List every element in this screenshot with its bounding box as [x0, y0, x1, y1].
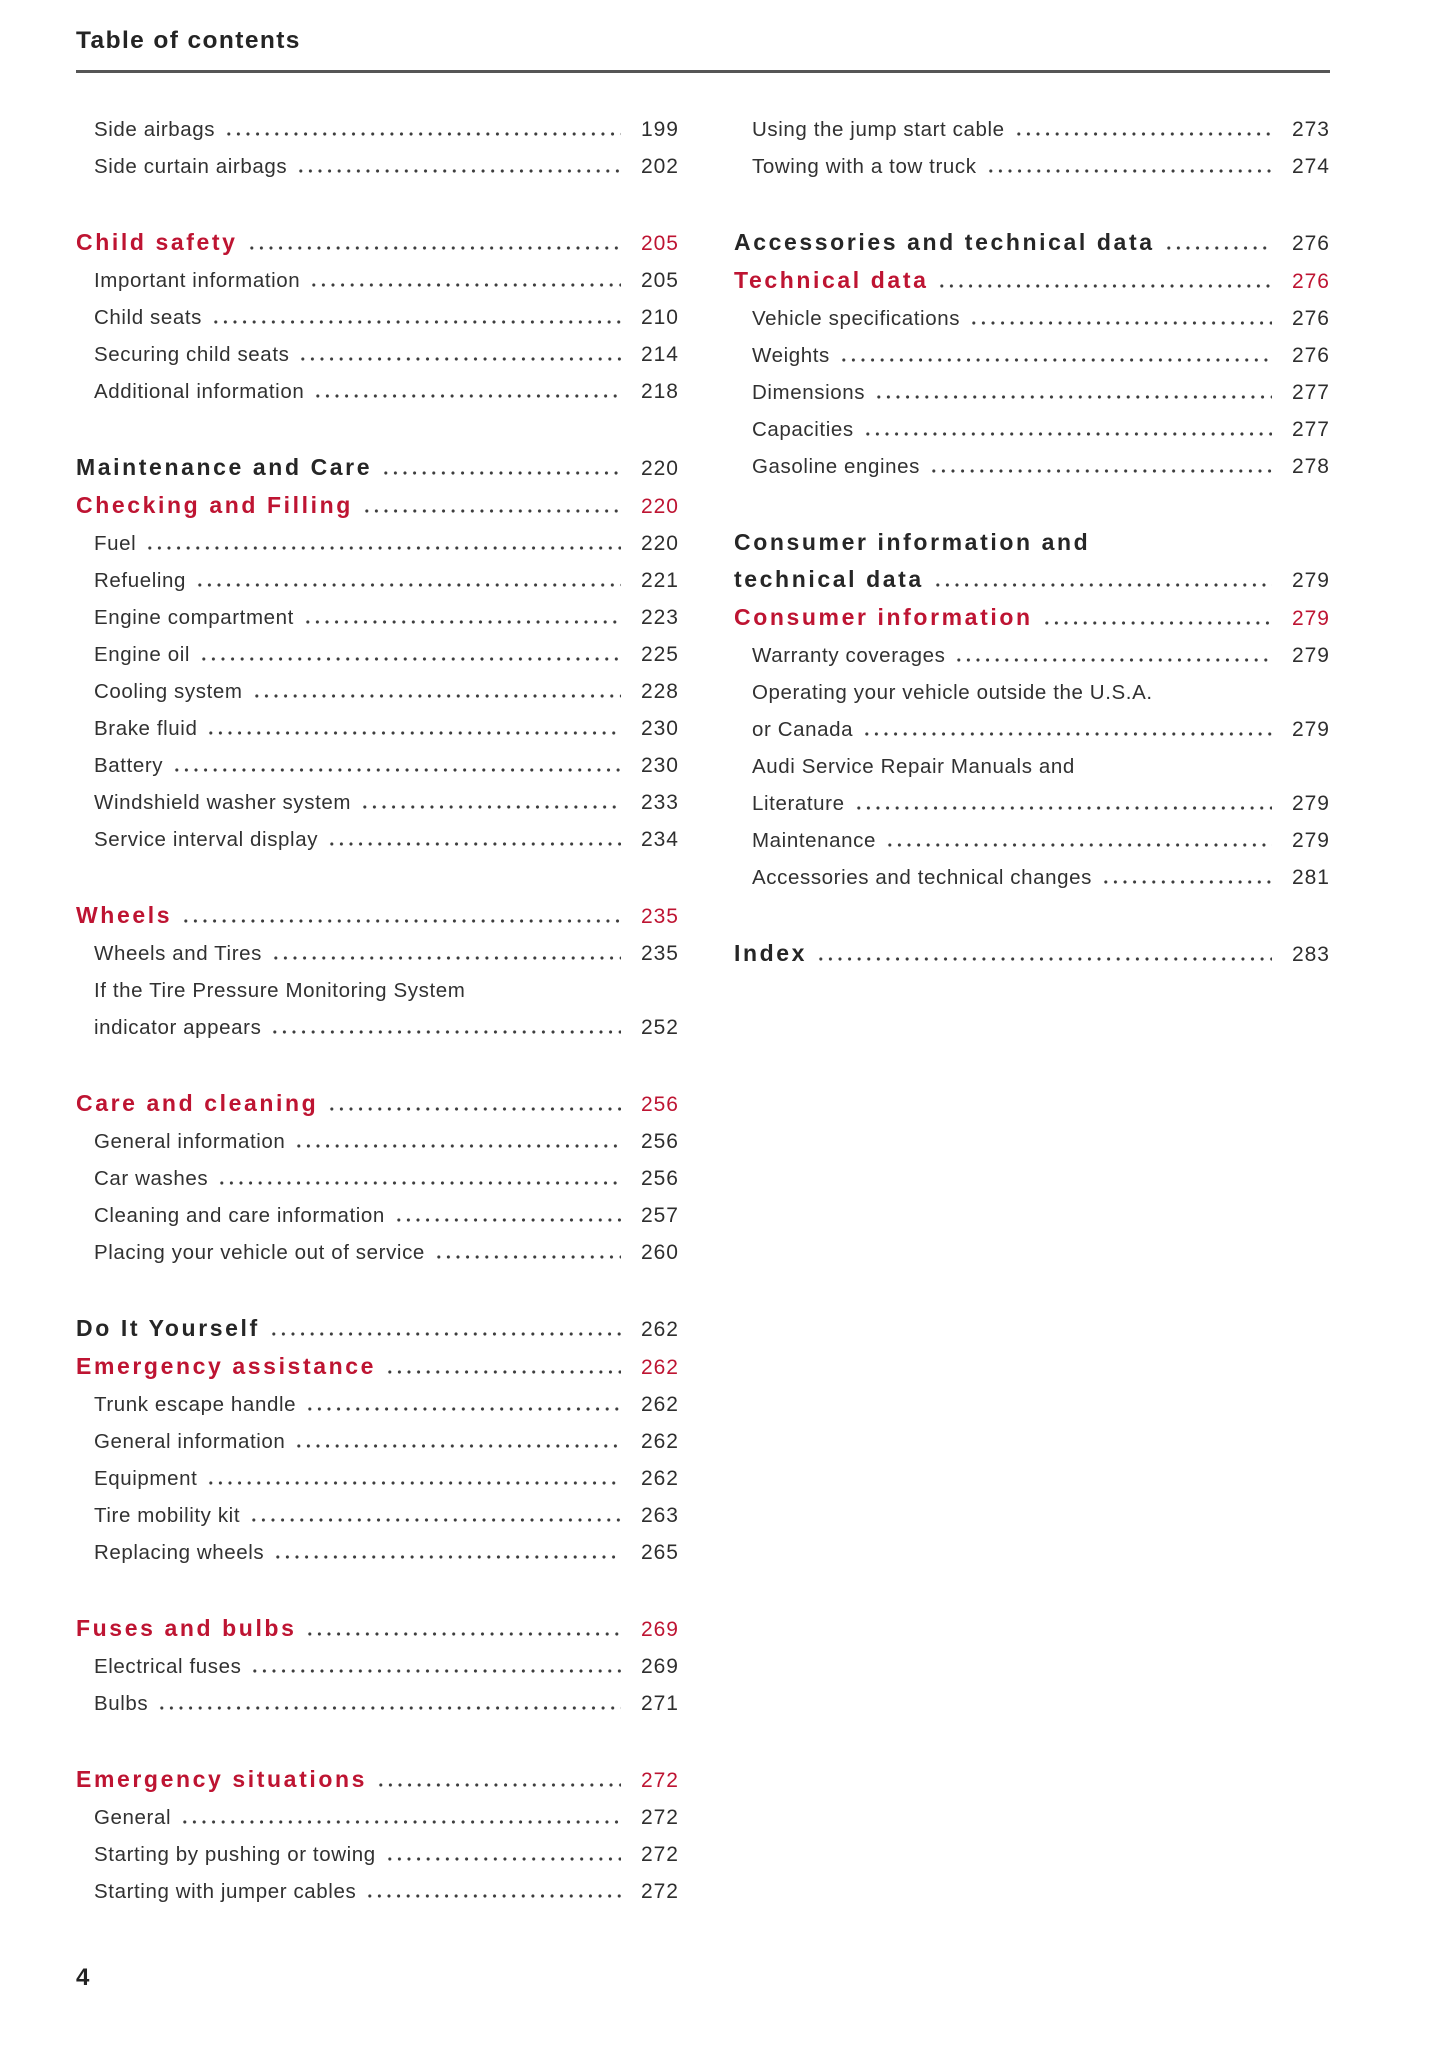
toc-section-heading — [76, 897, 679, 935]
page-title: Table of contents — [76, 27, 301, 54]
dot-leader — [206, 1460, 621, 1497]
toc-entry — [76, 747, 679, 784]
toc-entry — [734, 822, 1330, 859]
dot-leader — [224, 111, 621, 148]
dot-leader — [249, 1497, 621, 1534]
toc-page-number: 279 — [1291, 792, 1330, 815]
toc-page-number: 272 — [640, 1880, 679, 1903]
toc-page-number: 218 — [640, 380, 679, 403]
toc-entry — [76, 111, 679, 148]
toc-page-number: 276 — [1291, 307, 1330, 330]
dot-leader — [180, 1799, 621, 1836]
dot-leader — [376, 1761, 621, 1799]
toc-page-number: 260 — [640, 1241, 679, 1264]
dot-leader — [874, 374, 1272, 411]
dot-leader — [385, 1836, 621, 1873]
toc-page-number: 257 — [640, 1204, 679, 1227]
toc-chapter-heading-label: Accessories and technical data — [734, 229, 1155, 255]
toc-entry — [734, 711, 1330, 748]
dot-leader — [1042, 599, 1272, 637]
dot-leader — [217, 1160, 621, 1197]
dot-leader — [385, 1348, 621, 1386]
toc-entry — [76, 1497, 679, 1534]
toc-entry-label: Electrical fuses — [94, 1655, 242, 1678]
dot-leader — [986, 148, 1272, 185]
dot-leader — [1101, 859, 1272, 896]
dot-leader — [839, 337, 1272, 374]
toc-section-group — [76, 1761, 679, 1910]
dot-leader — [954, 637, 1272, 674]
toc-page-number: 256 — [640, 1167, 679, 1190]
toc-page-number: 263 — [640, 1504, 679, 1527]
toc-page-number: 262 — [640, 1430, 679, 1453]
toc-entry-label: General — [94, 1806, 172, 1829]
dot-leader — [206, 710, 621, 747]
dot-leader — [271, 935, 621, 972]
toc-chapter-heading — [734, 561, 1330, 599]
dot-leader — [365, 1873, 621, 1910]
toc-entry-label: Gasoline engines — [752, 455, 921, 478]
dot-leader — [303, 599, 621, 636]
toc-entry-label: Warranty coverages — [752, 644, 946, 667]
dot-leader — [1014, 111, 1272, 148]
toc-section-heading-label: Care and cleaning — [76, 1090, 319, 1116]
toc-page-number: 220 — [640, 495, 679, 518]
toc-section-heading-label: Checking and Filling — [76, 492, 353, 518]
toc-page-number: 273 — [1291, 118, 1330, 141]
toc-page-number: 279 — [1291, 644, 1330, 667]
toc-entry-label: Bulbs — [94, 1692, 149, 1715]
toc-entry-label: Refueling — [94, 569, 187, 592]
toc-section-heading — [734, 599, 1330, 637]
toc-chapter-heading — [76, 1310, 679, 1348]
toc-entry-label: Using the jump start cable — [752, 118, 1005, 141]
toc-section-heading — [76, 1085, 679, 1123]
toc-entry-label: Battery — [94, 754, 164, 777]
toc-section-heading-label: Consumer information — [734, 604, 1033, 630]
toc-section-group — [76, 111, 679, 185]
toc-column-left — [76, 111, 679, 1910]
dot-leader — [269, 1310, 621, 1348]
toc-page-number: 272 — [640, 1769, 679, 1792]
toc-entry — [734, 148, 1330, 185]
toc-entry — [76, 1648, 679, 1685]
toc-entry — [76, 373, 679, 410]
toc-section-group — [76, 449, 679, 858]
toc-page-number: 199 — [640, 118, 679, 141]
toc-section-group — [76, 224, 679, 410]
toc-entry-label: Equipment — [94, 1467, 198, 1490]
dot-leader — [157, 1685, 621, 1722]
toc-entry-label: Literature — [752, 792, 845, 815]
toc-section-heading-label: Wheels — [76, 902, 173, 928]
toc-column-right — [734, 111, 1330, 973]
toc-section-group — [734, 224, 1330, 485]
toc-page-number: 220 — [640, 457, 679, 480]
dot-leader — [296, 148, 621, 185]
toc-page-number: 235 — [640, 905, 679, 928]
toc-entry — [734, 374, 1330, 411]
toc-entry-label: Starting with jumper cables — [94, 1880, 357, 1903]
toc-entry — [76, 710, 679, 747]
dot-leader — [933, 561, 1272, 599]
toc-chapter-heading — [734, 524, 1330, 561]
toc-page-number: 256 — [640, 1130, 679, 1153]
dot-leader — [211, 299, 621, 336]
toc-section-group — [734, 524, 1330, 896]
dot-leader — [362, 487, 621, 525]
toc-entry — [76, 525, 679, 562]
toc-page-number: 262 — [640, 1356, 679, 1379]
toc-entry-label: Accessories and technical changes — [752, 866, 1093, 889]
toc-entry — [734, 337, 1330, 374]
toc-page-number: 277 — [1291, 418, 1330, 441]
toc-entry-label: Trunk escape handle — [94, 1393, 297, 1416]
toc-page-number: 230 — [640, 717, 679, 740]
toc-page-number: 277 — [1291, 381, 1330, 404]
toc-entry — [76, 784, 679, 821]
toc-entry-label: Engine compartment — [94, 606, 294, 629]
dot-leader — [394, 1197, 621, 1234]
toc-page-number: 235 — [640, 942, 679, 965]
dot-leader — [270, 1009, 621, 1046]
toc-entry — [76, 673, 679, 710]
dot-leader — [313, 373, 621, 410]
toc-page-number: 279 — [1291, 718, 1330, 741]
toc-entry — [76, 1009, 679, 1046]
toc-columns — [76, 111, 1330, 1910]
toc-entry-label: Important information — [94, 269, 301, 292]
toc-section-group — [734, 935, 1330, 973]
toc-entry — [734, 448, 1330, 485]
toc-entry-label: Operating your vehicle outside the U.S.A. — [752, 681, 1153, 704]
toc-page-number: 214 — [640, 343, 679, 366]
toc-entry-label: Tire mobility kit — [94, 1504, 241, 1527]
toc-page-number: 271 — [640, 1692, 679, 1715]
dot-leader — [294, 1423, 621, 1460]
toc-section-heading — [76, 1348, 679, 1386]
toc-entry-label: Service interval display — [94, 828, 319, 851]
header-divider — [76, 70, 1330, 73]
toc-entry-label: Windshield washer system — [94, 791, 352, 814]
toc-entry — [76, 1234, 679, 1271]
toc-section-group — [76, 897, 679, 1046]
toc-page-number: 279 — [1291, 607, 1330, 630]
toc-entry-label: Side airbags — [94, 118, 216, 141]
toc-entry — [76, 972, 679, 1009]
dot-leader — [854, 785, 1272, 822]
toc-page-number: 274 — [1291, 155, 1330, 178]
toc-page-number: 230 — [640, 754, 679, 777]
toc-entry-label: Audi Service Repair Manuals and — [752, 755, 1075, 778]
toc-section-heading — [76, 1761, 679, 1799]
dot-leader — [250, 1648, 621, 1685]
dot-leader — [327, 821, 621, 858]
toc-entry — [76, 1423, 679, 1460]
dot-leader — [862, 711, 1272, 748]
toc-chapter-heading — [734, 224, 1330, 262]
toc-section-heading-label: Technical data — [734, 267, 929, 293]
toc-page-number: 256 — [640, 1093, 679, 1116]
dot-leader — [181, 897, 621, 935]
toc-entry — [76, 1799, 679, 1836]
toc-entry-label: Towing with a tow truck — [752, 155, 977, 178]
toc-entry-label: Securing child seats — [94, 343, 290, 366]
toc-chapter-heading-label: Do It Yourself — [76, 1315, 260, 1341]
toc-page-number: 205 — [640, 232, 679, 255]
dot-leader — [273, 1534, 621, 1571]
toc-page-number: 228 — [640, 680, 679, 703]
toc-page-number: 262 — [640, 1467, 679, 1490]
toc-section-group — [734, 111, 1330, 185]
toc-entry-label: General information — [94, 1130, 286, 1153]
toc-entry-label: Wheels and Tires — [94, 942, 262, 965]
toc-entry-label: Engine oil — [94, 643, 191, 666]
toc-entry — [734, 748, 1330, 785]
toc-page-number: 278 — [1291, 455, 1330, 478]
dot-leader — [305, 1610, 621, 1648]
toc-page-number: 269 — [640, 1618, 679, 1641]
toc-section-heading — [76, 487, 679, 525]
toc-page-number: 272 — [640, 1806, 679, 1829]
toc-entry — [76, 1836, 679, 1873]
dot-leader — [1164, 224, 1272, 262]
toc-entry — [76, 599, 679, 636]
toc-section-group — [76, 1310, 679, 1571]
dot-leader — [305, 1386, 621, 1423]
toc-page-number: 272 — [640, 1843, 679, 1866]
dot-leader — [929, 448, 1272, 485]
toc-entry — [76, 821, 679, 858]
dot-leader — [381, 449, 621, 487]
toc-page-number: 269 — [640, 1655, 679, 1678]
toc-chapter-heading — [734, 935, 1330, 973]
toc-entry — [76, 1685, 679, 1722]
toc-entry-label: Side curtain airbags — [94, 155, 288, 178]
toc-page-number: 233 — [640, 791, 679, 814]
toc-entry-label: Dimensions — [752, 381, 866, 404]
toc-section-heading — [76, 224, 679, 262]
toc-page-number: 252 — [640, 1016, 679, 1039]
dot-leader — [969, 300, 1272, 337]
toc-page-number: 223 — [640, 606, 679, 629]
toc-page-number: 262 — [640, 1393, 679, 1416]
toc-entry-label: Cleaning and care information — [94, 1204, 385, 1227]
toc-entry — [76, 336, 679, 373]
dot-leader — [816, 935, 1272, 973]
toc-entry — [76, 1160, 679, 1197]
toc-entry — [734, 111, 1330, 148]
toc-section-group — [76, 1085, 679, 1271]
dot-leader — [172, 747, 621, 784]
toc-entry-label: indicator appears — [94, 1016, 262, 1039]
toc-entry-label: General information — [94, 1430, 286, 1453]
toc-chapter-heading — [76, 449, 679, 487]
toc-page-number: 281 — [1291, 866, 1330, 889]
dot-leader — [309, 262, 621, 299]
toc-entry — [734, 859, 1330, 896]
toc-page-number: 210 — [640, 306, 679, 329]
dot-leader — [885, 822, 1272, 859]
toc-entry — [76, 262, 679, 299]
toc-page-number: 276 — [1291, 232, 1330, 255]
toc-chapter-heading-label: Maintenance and Care — [76, 454, 373, 480]
toc-entry — [76, 1460, 679, 1497]
toc-page-number: 205 — [640, 269, 679, 292]
toc-page-number: 276 — [1291, 270, 1330, 293]
toc-entry — [734, 411, 1330, 448]
dot-leader — [434, 1234, 621, 1271]
toc-entry — [734, 674, 1330, 711]
toc-entry — [76, 1534, 679, 1571]
toc-page-number: 279 — [1291, 829, 1330, 852]
toc-page-number: 234 — [640, 828, 679, 851]
toc-entry-label: Placing your vehicle out of service — [94, 1241, 425, 1264]
toc-entry — [734, 637, 1330, 674]
toc-entry — [76, 1873, 679, 1910]
dot-leader — [145, 525, 621, 562]
toc-section-heading-label: Fuses and bulbs — [76, 1615, 297, 1641]
toc-entry-label: Fuel — [94, 532, 137, 555]
toc-page-number: 283 — [1291, 943, 1330, 966]
toc-section-heading-label: Emergency assistance — [76, 1353, 377, 1379]
toc-page-number: 279 — [1291, 569, 1330, 592]
toc-entry-label: Replacing wheels — [94, 1541, 265, 1564]
toc-page-number: 225 — [640, 643, 679, 666]
dot-leader — [327, 1085, 621, 1123]
toc-page-number: 276 — [1291, 344, 1330, 367]
toc-entry — [76, 935, 679, 972]
toc-entry — [76, 148, 679, 185]
toc-page-number: 262 — [640, 1318, 679, 1341]
toc-page-number: 202 — [640, 155, 679, 178]
toc-entry — [76, 1197, 679, 1234]
toc-entry — [76, 1123, 679, 1160]
toc-section-heading — [734, 262, 1330, 300]
toc-entry-label: Vehicle specifications — [752, 307, 961, 330]
toc-page-number: 221 — [640, 569, 679, 592]
toc-section-group — [76, 1610, 679, 1722]
toc-chapter-heading-label: technical data — [734, 566, 924, 592]
dot-leader — [360, 784, 621, 821]
toc-section-heading-label: Child safety — [76, 229, 238, 255]
toc-entry-label: Capacities — [752, 418, 854, 441]
toc-entry — [76, 562, 679, 599]
toc-entry-label: Car washes — [94, 1167, 209, 1190]
toc-entry-label: Maintenance — [752, 829, 876, 852]
dot-leader — [298, 336, 621, 373]
toc-entry-label: Weights — [752, 344, 830, 367]
toc-page-number: 265 — [640, 1541, 679, 1564]
toc-entry-label: Brake fluid — [94, 717, 198, 740]
dot-leader — [252, 673, 621, 710]
dot-leader — [195, 562, 621, 599]
dot-leader — [863, 411, 1272, 448]
toc-entry-label: or Canada — [752, 718, 854, 741]
footer-page-number: 4 — [76, 1964, 91, 1991]
dot-leader — [937, 262, 1272, 300]
toc-entry-label: If the Tire Pressure Monitoring System — [94, 979, 466, 1002]
toc-entry-label: Additional information — [94, 380, 305, 403]
toc-entry — [76, 636, 679, 673]
toc-entry — [76, 299, 679, 336]
toc-entry — [734, 785, 1330, 822]
dot-leader — [199, 636, 621, 673]
toc-entry-label: Cooling system — [94, 680, 243, 703]
toc-entry — [734, 300, 1330, 337]
toc-section-heading — [76, 1610, 679, 1648]
toc-entry — [76, 1386, 679, 1423]
toc-entry-label: Child seats — [94, 306, 203, 329]
dot-leader — [294, 1123, 621, 1160]
dot-leader — [247, 224, 621, 262]
toc-page-number: 220 — [640, 532, 679, 555]
toc-chapter-heading-label: Index — [734, 940, 808, 966]
toc-section-heading-label: Emergency situations — [76, 1766, 368, 1792]
toc-chapter-heading-label: Consumer information and — [734, 529, 1091, 555]
toc-entry-label: Starting by pushing or towing — [94, 1843, 376, 1866]
